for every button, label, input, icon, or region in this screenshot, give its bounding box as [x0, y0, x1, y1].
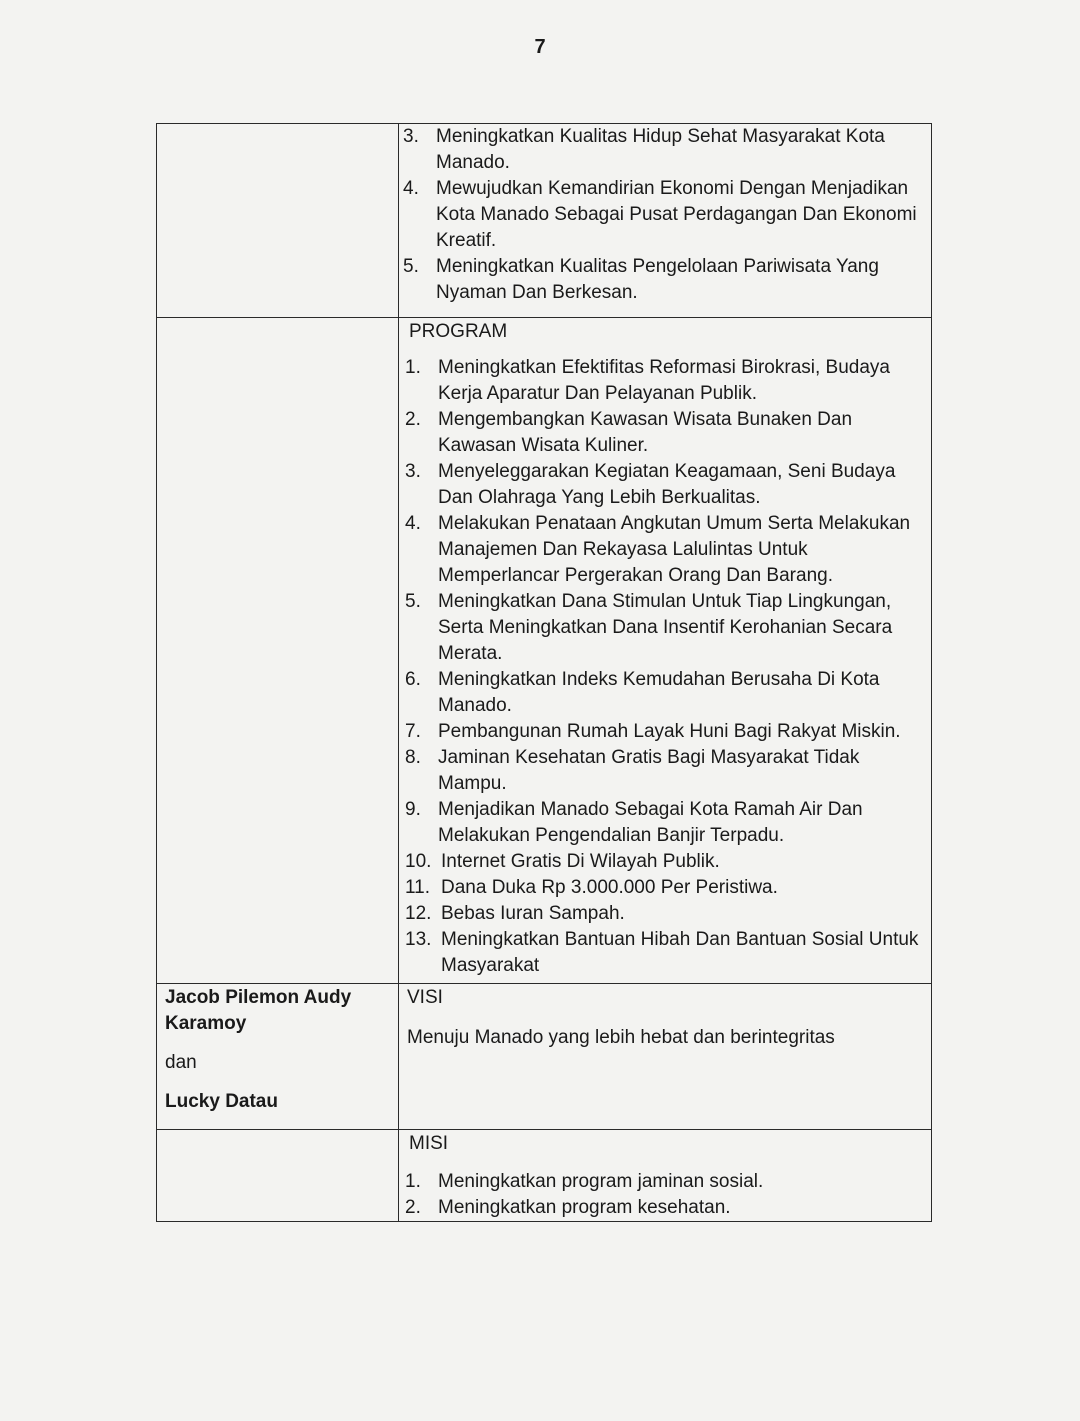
empty-name-cell — [157, 1130, 399, 1222]
program-heading: PROGRAM — [409, 321, 508, 342]
list-item — [401, 745, 925, 797]
misi-heading: MISI — [409, 1133, 449, 1154]
visi-heading: VISI — [407, 987, 443, 1008]
item-number: 1. — [405, 357, 421, 378]
item-text: Menyeleggarakan Kegiatan Keagamaan, Seni Budaya Dan Olahraga Yang Lebih Berkualitas. — [438, 461, 896, 508]
list-item — [399, 176, 931, 254]
item-number: 4. — [405, 513, 421, 534]
item-text: Meningkatkan Indeks Kemudahan Berusaha Di Kota Manado. — [438, 669, 880, 716]
item-number: 6. — [405, 669, 421, 690]
misi-continued-row — [157, 124, 932, 318]
list-item — [401, 875, 925, 901]
list-item — [401, 849, 925, 875]
list-item — [401, 355, 925, 407]
list-item — [401, 667, 925, 719]
item-text: Meningkatkan program jaminan sosial. — [438, 1171, 764, 1192]
candidate-table — [156, 123, 932, 1222]
item-number: 3. — [405, 461, 421, 482]
item-number: 13. — [405, 929, 432, 950]
item-text: Meningkatkan Bantuan Hibah Dan Bantuan Sosial Untuk Masyarakat — [441, 929, 919, 976]
program-list — [401, 355, 925, 979]
empty-name-cell — [157, 318, 399, 984]
item-text: Internet Gratis Di Wilayah Publik. — [441, 851, 720, 872]
list-item — [401, 797, 925, 849]
item-text: Meningkatkan Dana Stimulan Untuk Tiap Lingkungan, Serta Meningkatkan Dana Insentif Kerohanian Secara Merata. — [438, 591, 893, 664]
item-text: Mewujudkan Kemandirian Ekonomi Dengan Menjadikan Kota Manado Sebagai Pusat Perdagangan Dan Ekonomi Kreatif. — [436, 178, 917, 251]
misi-list — [401, 1169, 925, 1221]
misi-continued-list — [399, 124, 931, 306]
list-item — [401, 407, 925, 459]
item-number: 10. — [405, 851, 432, 872]
misi-cell — [399, 1130, 932, 1222]
program-cell — [399, 318, 932, 984]
list-item — [401, 901, 925, 927]
visi-cell — [399, 984, 932, 1130]
list-item — [401, 589, 925, 667]
item-number: 11. — [405, 877, 431, 898]
list-item — [401, 1169, 925, 1195]
page-number: 7 — [534, 36, 546, 58]
list-item — [401, 511, 925, 589]
item-number: 4. — [403, 178, 419, 199]
item-number: 2. — [405, 1197, 421, 1218]
item-text: Meningkatkan Efektifitas Reformasi Birokrasi, Budaya Kerja Aparatur Dan Pelayanan Publik. — [438, 357, 890, 404]
empty-name-cell — [157, 124, 399, 318]
list-item — [401, 459, 925, 511]
item-text: Jaminan Kesehatan Gratis Bagi Masyarakat Tidak Mampu. — [438, 747, 860, 794]
item-number: 5. — [403, 256, 419, 277]
item-text: Mengembangkan Kawasan Wisata Bunaken Dan Kawasan Wisata Kuliner. — [438, 409, 853, 456]
misi-continued-cell — [399, 124, 932, 318]
list-item — [399, 124, 931, 176]
item-number: 12. — [405, 903, 432, 924]
misi-row — [157, 1130, 932, 1222]
item-text: Meningkatkan Kualitas Hidup Sehat Masyarakat Kota Manado. — [436, 126, 885, 173]
list-item — [401, 719, 925, 745]
item-text: Pembangunan Rumah Layak Huni Bagi Rakyat Miskin. — [438, 721, 901, 742]
list-item — [401, 927, 925, 979]
item-text: Meningkatkan Kualitas Pengelolaan Pariwisata Yang Nyaman Dan Berkesan. — [436, 256, 879, 303]
item-number: 7. — [405, 721, 421, 742]
item-text: Bebas Iuran Sampah. — [441, 903, 625, 924]
item-text: Menjadikan Manado Sebagai Kota Ramah Air Dan Melakukan Pengendalian Banjir Terpadu. — [438, 799, 863, 846]
list-item — [399, 254, 931, 306]
list-item — [401, 1195, 925, 1221]
program-row — [157, 318, 932, 984]
candidate-name-1: Jacob Pilemon Audy Karamoy — [165, 987, 352, 1034]
conjunction: dan — [165, 1052, 197, 1073]
item-text: Meningkatkan program kesehatan. — [438, 1197, 731, 1218]
item-number: 2. — [405, 409, 421, 430]
item-number: 9. — [405, 799, 421, 820]
visi-row — [157, 984, 932, 1130]
item-number: 5. — [405, 591, 421, 612]
visi-text: Menuju Manado yang lebih hebat dan berintegritas — [407, 1027, 835, 1048]
item-number: 8. — [405, 747, 421, 768]
item-text: Melakukan Penataan Angkutan Umum Serta Melakukan Manajemen Dan Rekayasa Lalulintas Untuk Memperlancar Pergerakan Orang Dan Barang. — [438, 513, 911, 586]
item-number: 3. — [403, 126, 419, 147]
candidate-names-cell — [157, 984, 399, 1130]
item-number: 1. — [405, 1171, 421, 1192]
item-text: Dana Duka Rp 3.000.000 Per Peristiwa. — [441, 877, 778, 898]
candidate-name-2: Lucky Datau — [165, 1091, 278, 1112]
